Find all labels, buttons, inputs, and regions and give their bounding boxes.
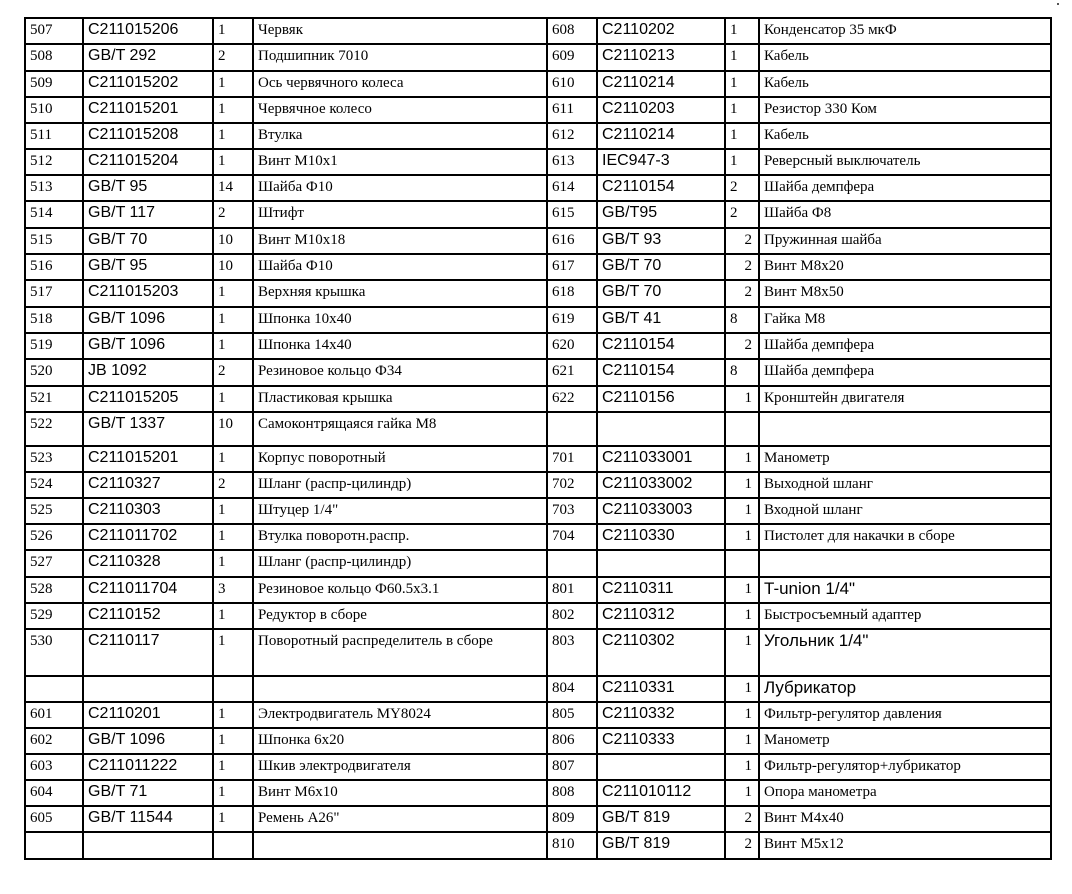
right-quantity-cell: 2 xyxy=(725,175,759,201)
left-part-code-cell: GB/T 71 xyxy=(83,780,213,806)
right-item-no-cell: 616 xyxy=(547,228,597,254)
right-description-cell: Кабель xyxy=(759,71,1051,97)
right-quantity-cell: 1 xyxy=(725,524,759,550)
left-part-code-cell: GB/T 95 xyxy=(83,175,213,201)
right-description-cell: Конденсатор 35 мкФ xyxy=(759,18,1051,44)
left-part-code-cell: C211015201 xyxy=(83,97,213,123)
left-quantity-cell: 1 xyxy=(213,446,253,472)
table-row xyxy=(25,149,1051,175)
left-description-cell: Червяк xyxy=(253,18,547,44)
right-description-cell: T-union 1/4" xyxy=(759,577,1051,603)
left-description-cell: Винт М6x10 xyxy=(253,780,547,806)
left-part-code-cell: GB/T 117 xyxy=(83,201,213,228)
left-description-cell: Электродвигатель MY8024 xyxy=(253,702,547,728)
left-item-no-cell: 527 xyxy=(25,550,83,577)
table-row xyxy=(25,359,1051,386)
left-item-no-cell: 518 xyxy=(25,307,83,333)
table-row xyxy=(25,629,1051,676)
right-part-code-cell: C2110203 xyxy=(597,97,725,123)
right-part-code-cell: C2110154 xyxy=(597,359,725,386)
table-row xyxy=(25,524,1051,550)
left-part-code-cell: C2110201 xyxy=(83,702,213,728)
right-part-code-cell: GB/T 819 xyxy=(597,832,725,859)
left-description-cell: Подшипник 7010 xyxy=(253,44,547,71)
right-quantity-cell: 1 xyxy=(725,386,759,412)
right-item-no-cell: 807 xyxy=(547,754,597,780)
right-description-cell: Быстросъемный адаптер xyxy=(759,603,1051,629)
left-quantity-cell: 1 xyxy=(213,603,253,629)
table-row xyxy=(25,254,1051,280)
table-row xyxy=(25,333,1051,359)
left-part-code-cell: C211011702 xyxy=(83,524,213,550)
right-part-code-cell: C2110156 xyxy=(597,386,725,412)
left-part-code-cell: C211015201 xyxy=(83,446,213,472)
left-item-no-cell: 520 xyxy=(25,359,83,386)
left-part-code-cell: GB/T 1096 xyxy=(83,728,213,754)
table-row xyxy=(25,97,1051,123)
left-item-no-cell: 515 xyxy=(25,228,83,254)
left-description-cell: Резиновое кольцо Ф34 xyxy=(253,359,547,386)
left-part-code-cell: JB 1092 xyxy=(83,359,213,386)
left-quantity-cell: 2 xyxy=(213,472,253,498)
left-item-no-cell: 526 xyxy=(25,524,83,550)
left-item-no-cell xyxy=(25,832,83,859)
left-item-no-cell: 513 xyxy=(25,175,83,201)
table-row xyxy=(25,603,1051,629)
table-row xyxy=(25,577,1051,603)
right-item-no-cell: 609 xyxy=(547,44,597,71)
right-item-no-cell: 808 xyxy=(547,780,597,806)
right-quantity-cell xyxy=(725,412,759,446)
left-item-no-cell: 605 xyxy=(25,806,83,832)
left-description-cell: Шкив электродвигателя xyxy=(253,754,547,780)
right-description-cell: Винт М8x20 xyxy=(759,254,1051,280)
left-description-cell: Резиновое кольцо Ф60.5x3.1 xyxy=(253,577,547,603)
left-part-code-cell: GB/T 11544 xyxy=(83,806,213,832)
right-item-no-cell: 802 xyxy=(547,603,597,629)
left-quantity-cell: 1 xyxy=(213,149,253,175)
left-item-no-cell xyxy=(25,676,83,702)
left-item-no-cell: 516 xyxy=(25,254,83,280)
table-row xyxy=(25,806,1051,832)
right-item-no-cell: 614 xyxy=(547,175,597,201)
left-quantity-cell: 1 xyxy=(213,97,253,123)
right-item-no-cell: 615 xyxy=(547,201,597,228)
right-part-code-cell: GB/T 41 xyxy=(597,307,725,333)
right-item-no-cell: 608 xyxy=(547,18,597,44)
right-part-code-cell: C2110312 xyxy=(597,603,725,629)
table-row xyxy=(25,228,1051,254)
left-part-code-cell: GB/T 95 xyxy=(83,254,213,280)
right-quantity-cell: 2 xyxy=(725,254,759,280)
right-quantity-cell: 1 xyxy=(725,754,759,780)
table-row xyxy=(25,175,1051,201)
left-quantity-cell: 1 xyxy=(213,71,253,97)
left-quantity-cell: 1 xyxy=(213,702,253,728)
right-item-no-cell xyxy=(547,412,597,446)
left-quantity-cell: 14 xyxy=(213,175,253,201)
right-description-cell: Гайка М8 xyxy=(759,307,1051,333)
left-quantity-cell: 1 xyxy=(213,333,253,359)
left-quantity-cell: 2 xyxy=(213,359,253,386)
right-part-code-cell: C2110214 xyxy=(597,71,725,97)
left-item-no-cell: 512 xyxy=(25,149,83,175)
left-description-cell: Шпонка 14x40 xyxy=(253,333,547,359)
left-quantity-cell: 2 xyxy=(213,201,253,228)
left-description-cell: Винт М10x1 xyxy=(253,149,547,175)
left-description-cell: Поворотный распределитель в сборе xyxy=(253,629,547,676)
table-row xyxy=(25,412,1051,446)
right-part-code-cell: C211033003 xyxy=(597,498,725,524)
left-part-code-cell: GB/T 1096 xyxy=(83,333,213,359)
right-quantity-cell: 1 xyxy=(725,676,759,702)
right-item-no-cell: 704 xyxy=(547,524,597,550)
left-description-cell: Редуктор в сборе xyxy=(253,603,547,629)
right-item-no-cell: 810 xyxy=(547,832,597,859)
table-row xyxy=(25,71,1051,97)
parts-table-body xyxy=(25,18,1051,859)
right-item-no-cell: 809 xyxy=(547,806,597,832)
left-part-code-cell: C211011222 xyxy=(83,754,213,780)
right-description-cell: Шайба демпфера xyxy=(759,175,1051,201)
right-item-no-cell: 702 xyxy=(547,472,597,498)
left-item-no-cell: 507 xyxy=(25,18,83,44)
table-row xyxy=(25,472,1051,498)
left-description-cell: Ремень А26" xyxy=(253,806,547,832)
right-description-cell xyxy=(759,550,1051,577)
left-quantity-cell xyxy=(213,832,253,859)
left-part-code-cell: C211015205 xyxy=(83,386,213,412)
right-item-no-cell: 806 xyxy=(547,728,597,754)
left-part-code-cell: GB/T 292 xyxy=(83,44,213,71)
table-row xyxy=(25,18,1051,44)
right-quantity-cell: 1 xyxy=(725,629,759,676)
right-item-no-cell: 701 xyxy=(547,446,597,472)
left-part-code-cell: C2110328 xyxy=(83,550,213,577)
left-item-no-cell: 521 xyxy=(25,386,83,412)
table-row xyxy=(25,780,1051,806)
right-part-code-cell: C2110154 xyxy=(597,175,725,201)
parts-table xyxy=(24,17,1052,860)
scan-speck xyxy=(1057,3,1059,5)
table-row xyxy=(25,307,1051,333)
right-part-code-cell: C2110332 xyxy=(597,702,725,728)
left-description-cell: Пластиковая крышка xyxy=(253,386,547,412)
right-item-no-cell: 620 xyxy=(547,333,597,359)
table-row xyxy=(25,832,1051,859)
right-quantity-cell: 1 xyxy=(725,603,759,629)
right-description-cell: Лубрикатор xyxy=(759,676,1051,702)
right-part-code-cell xyxy=(597,412,725,446)
left-description-cell: Шайба Ф10 xyxy=(253,175,547,201)
right-description-cell: Фильтр-регулятор+лубрикатор xyxy=(759,754,1051,780)
left-item-no-cell: 525 xyxy=(25,498,83,524)
left-item-no-cell: 529 xyxy=(25,603,83,629)
right-quantity-cell: 1 xyxy=(725,780,759,806)
right-item-no-cell: 622 xyxy=(547,386,597,412)
right-quantity-cell: 1 xyxy=(725,728,759,754)
left-quantity-cell: 1 xyxy=(213,123,253,149)
left-part-code-cell: C2110327 xyxy=(83,472,213,498)
right-item-no-cell: 621 xyxy=(547,359,597,386)
left-quantity-cell: 10 xyxy=(213,254,253,280)
right-quantity-cell: 2 xyxy=(725,333,759,359)
left-description-cell: Втулка поворотн.распр. xyxy=(253,524,547,550)
left-description-cell: Верхняя крышка xyxy=(253,280,547,307)
left-quantity-cell: 1 xyxy=(213,550,253,577)
right-quantity-cell xyxy=(725,550,759,577)
right-part-code-cell: C2110213 xyxy=(597,44,725,71)
right-quantity-cell: 2 xyxy=(725,280,759,307)
right-part-code-cell: C2110311 xyxy=(597,577,725,603)
right-quantity-cell: 2 xyxy=(725,228,759,254)
table-row xyxy=(25,754,1051,780)
right-part-code-cell: GB/T 70 xyxy=(597,280,725,307)
right-quantity-cell: 2 xyxy=(725,832,759,859)
left-item-no-cell: 601 xyxy=(25,702,83,728)
left-description-cell: Шпонка 10x40 xyxy=(253,307,547,333)
right-part-code-cell: C211033002 xyxy=(597,472,725,498)
right-description-cell: Манометр xyxy=(759,446,1051,472)
left-description-cell: Шайба Ф10 xyxy=(253,254,547,280)
right-item-no-cell: 619 xyxy=(547,307,597,333)
left-part-code-cell: GB/T 1337 xyxy=(83,412,213,446)
right-quantity-cell: 1 xyxy=(725,149,759,175)
left-part-code-cell: C211015203 xyxy=(83,280,213,307)
right-part-code-cell: C211010112 xyxy=(597,780,725,806)
table-row xyxy=(25,550,1051,577)
right-quantity-cell: 8 xyxy=(725,307,759,333)
table-row xyxy=(25,446,1051,472)
table-row xyxy=(25,201,1051,228)
left-description-cell: Втулка xyxy=(253,123,547,149)
left-quantity-cell: 1 xyxy=(213,280,253,307)
left-description-cell: Винт М10x18 xyxy=(253,228,547,254)
right-item-no-cell: 617 xyxy=(547,254,597,280)
left-description-cell xyxy=(253,676,547,702)
right-part-code-cell: GB/T 93 xyxy=(597,228,725,254)
right-description-cell: Угольник 1/4" xyxy=(759,629,1051,676)
table-row xyxy=(25,676,1051,702)
right-item-no-cell: 803 xyxy=(547,629,597,676)
right-quantity-cell: 2 xyxy=(725,201,759,228)
right-part-code-cell: C211033001 xyxy=(597,446,725,472)
right-description-cell: Кабель xyxy=(759,44,1051,71)
right-description-cell: Винт М5x12 xyxy=(759,832,1051,859)
left-part-code-cell xyxy=(83,832,213,859)
left-description-cell: Шланг (распр-цилиндр) xyxy=(253,550,547,577)
right-quantity-cell: 1 xyxy=(725,577,759,603)
right-part-code-cell xyxy=(597,550,725,577)
left-quantity-cell: 2 xyxy=(213,44,253,71)
left-part-code-cell: C2110117 xyxy=(83,629,213,676)
right-description-cell: Входной шланг xyxy=(759,498,1051,524)
right-description-cell xyxy=(759,412,1051,446)
left-quantity-cell xyxy=(213,676,253,702)
table-row xyxy=(25,44,1051,71)
left-item-no-cell: 528 xyxy=(25,577,83,603)
table-row xyxy=(25,386,1051,412)
left-part-code-cell: C211015204 xyxy=(83,149,213,175)
left-part-code-cell: GB/T 1096 xyxy=(83,307,213,333)
right-quantity-cell: 1 xyxy=(725,97,759,123)
table-row xyxy=(25,123,1051,149)
right-quantity-cell: 1 xyxy=(725,498,759,524)
right-description-cell: Пистолет для накачки в сборе xyxy=(759,524,1051,550)
right-item-no-cell: 610 xyxy=(547,71,597,97)
right-item-no-cell: 703 xyxy=(547,498,597,524)
right-description-cell: Шайба демпфера xyxy=(759,333,1051,359)
right-description-cell: Кронштейн двигателя xyxy=(759,386,1051,412)
right-description-cell: Пружинная шайба xyxy=(759,228,1051,254)
left-part-code-cell: GB/T 70 xyxy=(83,228,213,254)
right-description-cell: Шайба Ф8 xyxy=(759,201,1051,228)
left-item-no-cell: 603 xyxy=(25,754,83,780)
right-quantity-cell: 1 xyxy=(725,123,759,149)
right-quantity-cell: 1 xyxy=(725,44,759,71)
left-quantity-cell: 1 xyxy=(213,498,253,524)
left-quantity-cell: 1 xyxy=(213,386,253,412)
left-item-no-cell: 511 xyxy=(25,123,83,149)
right-part-code-cell: C2110333 xyxy=(597,728,725,754)
right-part-code-cell: C2110154 xyxy=(597,333,725,359)
right-item-no-cell: 801 xyxy=(547,577,597,603)
table-row xyxy=(25,498,1051,524)
right-part-code-cell: IEC947-3 xyxy=(597,149,725,175)
left-quantity-cell: 1 xyxy=(213,629,253,676)
left-quantity-cell: 1 xyxy=(213,18,253,44)
left-quantity-cell: 1 xyxy=(213,780,253,806)
left-description-cell: Штифт xyxy=(253,201,547,228)
left-item-no-cell: 517 xyxy=(25,280,83,307)
right-description-cell: Кабель xyxy=(759,123,1051,149)
right-quantity-cell: 1 xyxy=(725,472,759,498)
right-part-code-cell: C2110331 xyxy=(597,676,725,702)
left-description-cell: Шланг (распр-цилиндр) xyxy=(253,472,547,498)
left-quantity-cell: 1 xyxy=(213,806,253,832)
right-quantity-cell: 2 xyxy=(725,806,759,832)
left-quantity-cell: 10 xyxy=(213,412,253,446)
right-description-cell: Выходной шланг xyxy=(759,472,1051,498)
right-item-no-cell: 612 xyxy=(547,123,597,149)
left-description-cell: Шпонка 6x20 xyxy=(253,728,547,754)
left-part-code-cell: C2110303 xyxy=(83,498,213,524)
table-row xyxy=(25,280,1051,307)
right-quantity-cell: 8 xyxy=(725,359,759,386)
left-item-no-cell: 530 xyxy=(25,629,83,676)
left-part-code-cell: C211015202 xyxy=(83,71,213,97)
left-item-no-cell: 602 xyxy=(25,728,83,754)
table-row xyxy=(25,702,1051,728)
right-description-cell: Резистор 330 Ком xyxy=(759,97,1051,123)
right-part-code-cell: C2110202 xyxy=(597,18,725,44)
left-description-cell: Штуцер 1/4" xyxy=(253,498,547,524)
left-part-code-cell xyxy=(83,676,213,702)
left-quantity-cell: 1 xyxy=(213,524,253,550)
right-part-code-cell: C2110302 xyxy=(597,629,725,676)
left-item-no-cell: 514 xyxy=(25,201,83,228)
right-item-no-cell xyxy=(547,550,597,577)
right-item-no-cell: 804 xyxy=(547,676,597,702)
right-part-code-cell: GB/T 819 xyxy=(597,806,725,832)
right-quantity-cell: 1 xyxy=(725,18,759,44)
right-part-code-cell: GB/T95 xyxy=(597,201,725,228)
right-item-no-cell: 611 xyxy=(547,97,597,123)
left-quantity-cell: 1 xyxy=(213,754,253,780)
left-quantity-cell: 10 xyxy=(213,228,253,254)
left-quantity-cell: 1 xyxy=(213,307,253,333)
left-description-cell: Корпус поворотный xyxy=(253,446,547,472)
left-quantity-cell: 1 xyxy=(213,728,253,754)
right-part-code-cell xyxy=(597,754,725,780)
left-item-no-cell: 508 xyxy=(25,44,83,71)
right-part-code-cell: C2110330 xyxy=(597,524,725,550)
left-item-no-cell: 522 xyxy=(25,412,83,446)
right-item-no-cell: 618 xyxy=(547,280,597,307)
left-description-cell: Червячное колесо xyxy=(253,97,547,123)
right-description-cell: Реверсный выключатель xyxy=(759,149,1051,175)
right-description-cell: Шайба демпфера xyxy=(759,359,1051,386)
left-item-no-cell: 523 xyxy=(25,446,83,472)
right-description-cell: Манометр xyxy=(759,728,1051,754)
right-item-no-cell: 613 xyxy=(547,149,597,175)
right-part-code-cell: GB/T 70 xyxy=(597,254,725,280)
left-quantity-cell: 3 xyxy=(213,577,253,603)
right-description-cell: Опора манометра xyxy=(759,780,1051,806)
left-item-no-cell: 604 xyxy=(25,780,83,806)
right-part-code-cell: C2110214 xyxy=(597,123,725,149)
right-description-cell: Фильтр-регулятор давления xyxy=(759,702,1051,728)
left-item-no-cell: 519 xyxy=(25,333,83,359)
left-description-cell: Самоконтрящаяся гайка М8 xyxy=(253,412,547,446)
right-item-no-cell: 805 xyxy=(547,702,597,728)
right-description-cell: Винт М8x50 xyxy=(759,280,1051,307)
left-part-code-cell: C211015208 xyxy=(83,123,213,149)
left-part-code-cell: C2110152 xyxy=(83,603,213,629)
table-row xyxy=(25,728,1051,754)
left-item-no-cell: 509 xyxy=(25,71,83,97)
left-part-code-cell: C211015206 xyxy=(83,18,213,44)
right-quantity-cell: 1 xyxy=(725,71,759,97)
left-part-code-cell: C211011704 xyxy=(83,577,213,603)
right-quantity-cell: 1 xyxy=(725,446,759,472)
left-item-no-cell: 510 xyxy=(25,97,83,123)
left-item-no-cell: 524 xyxy=(25,472,83,498)
left-description-cell xyxy=(253,832,547,859)
right-description-cell: Винт М4x40 xyxy=(759,806,1051,832)
left-description-cell: Ось червячного колеса xyxy=(253,71,547,97)
right-quantity-cell: 1 xyxy=(725,702,759,728)
